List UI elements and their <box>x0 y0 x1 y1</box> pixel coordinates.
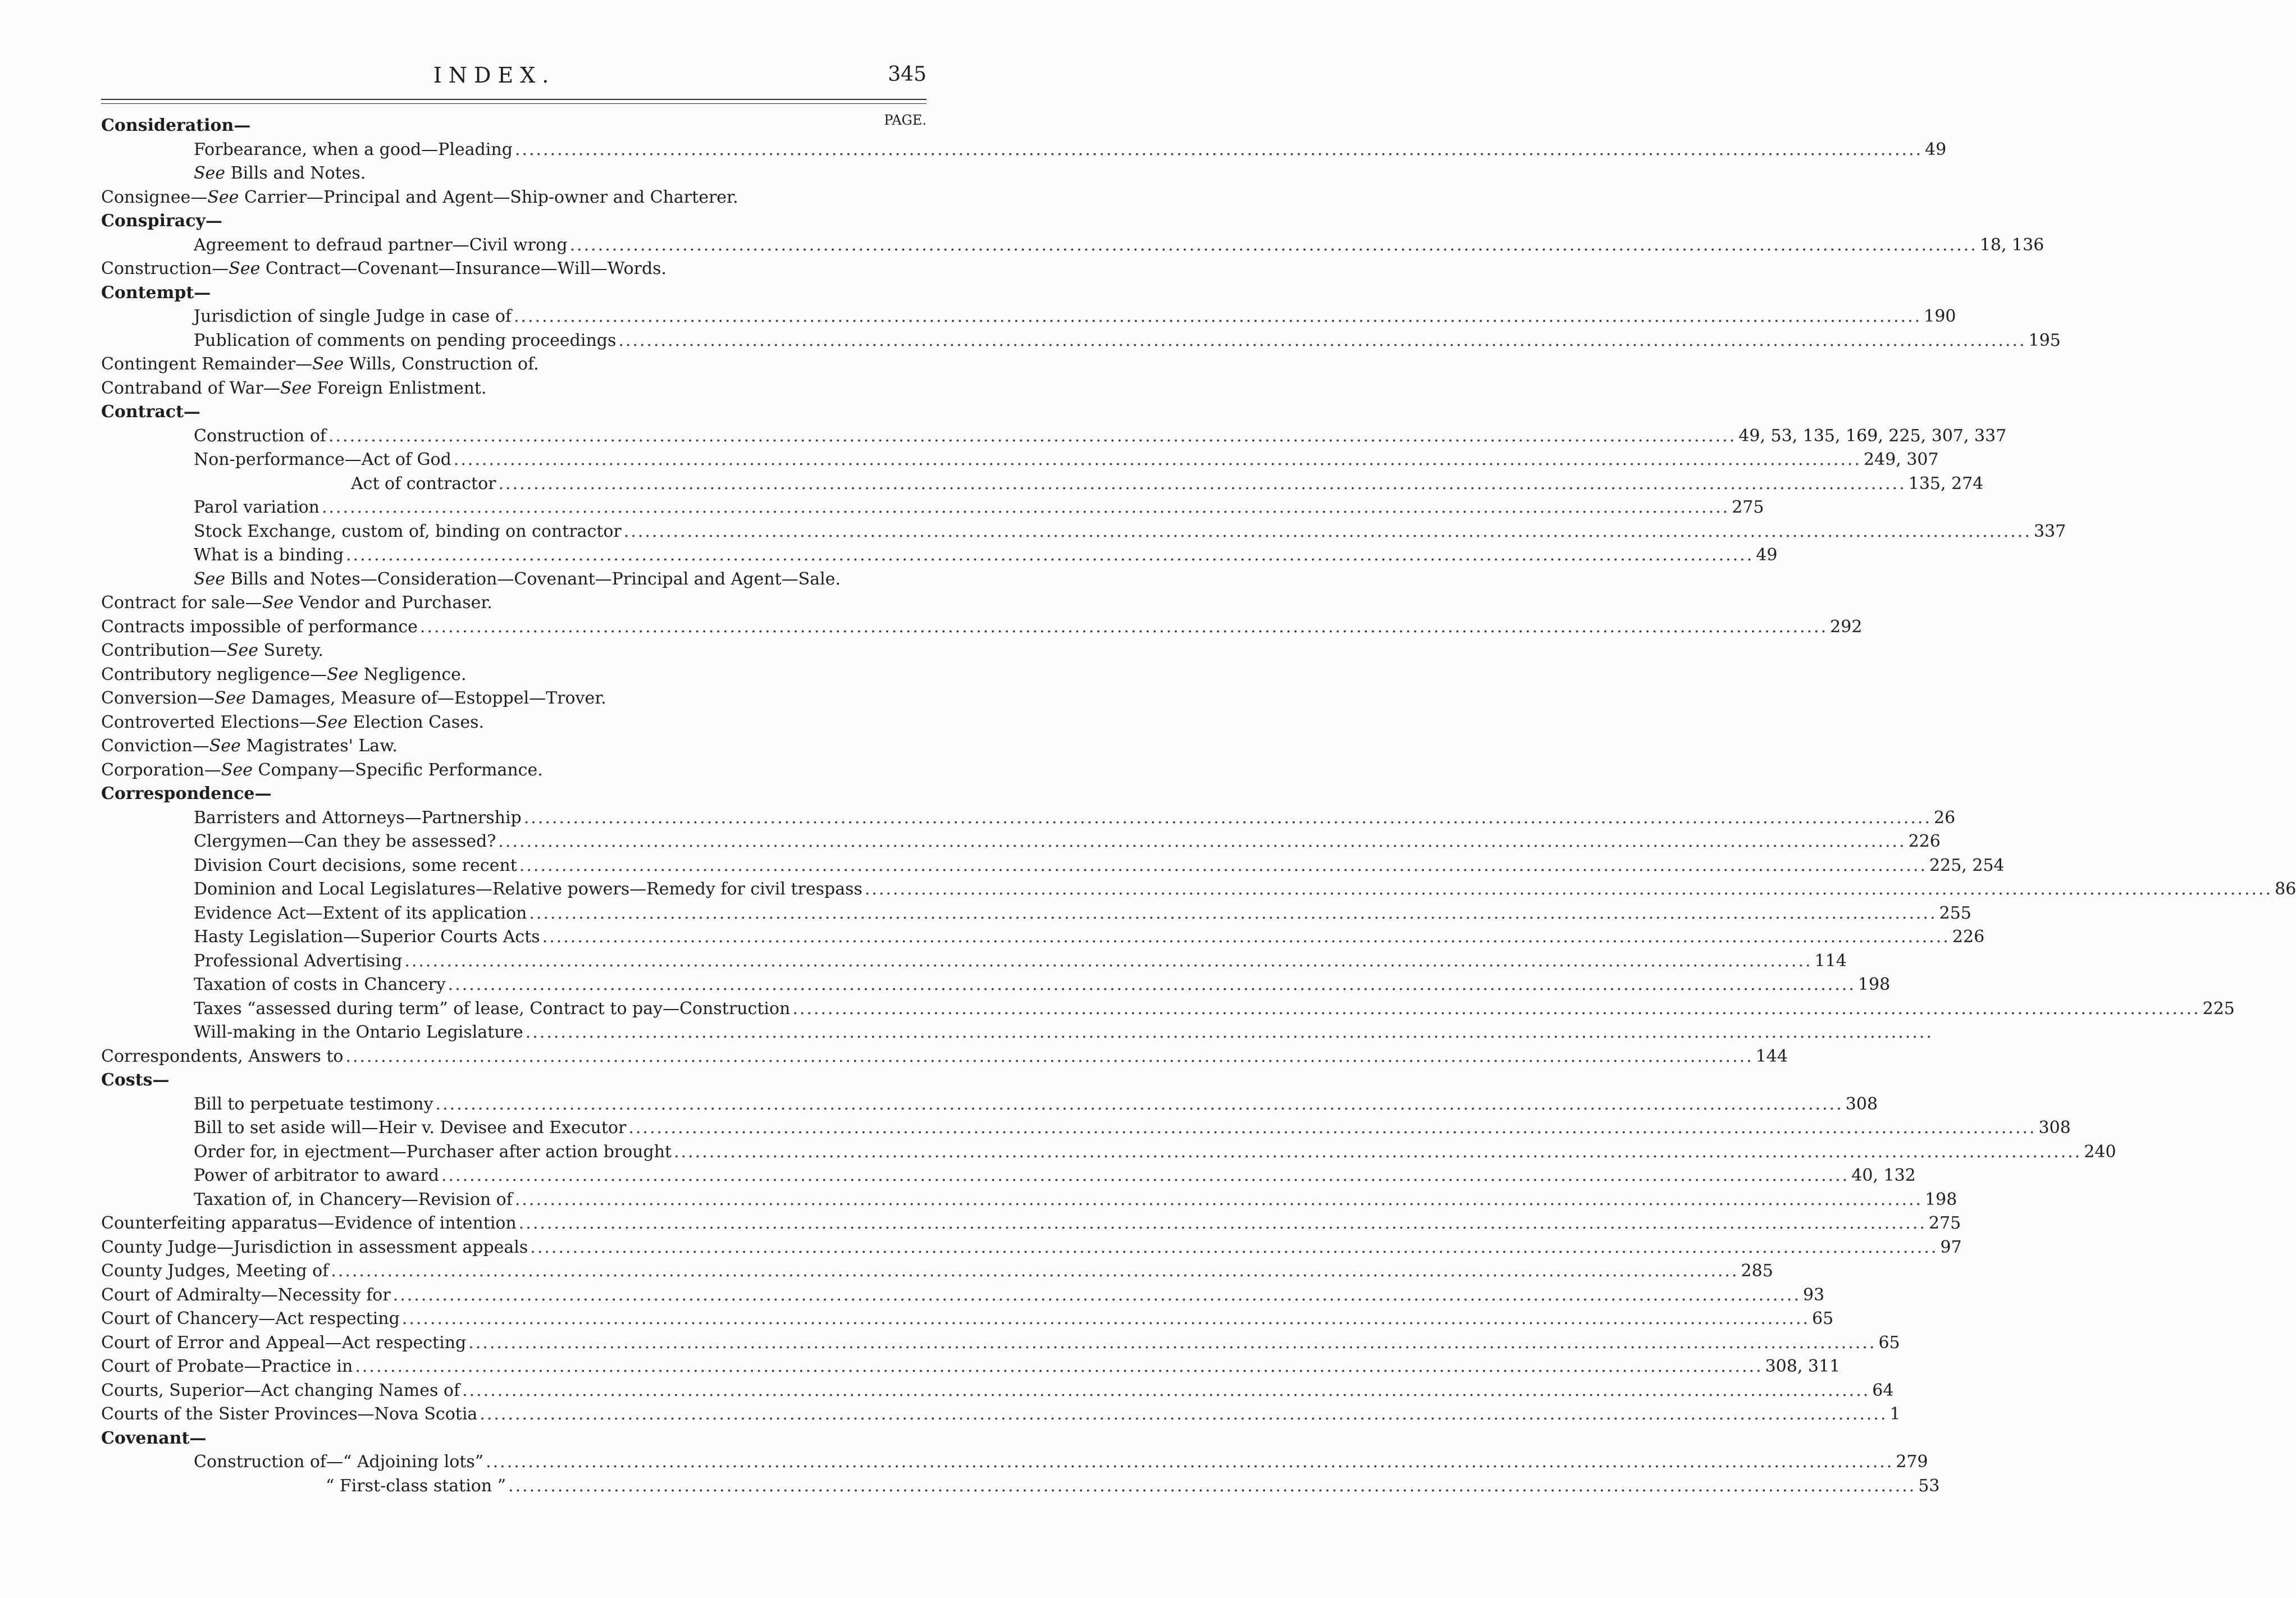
entry-text: Contract for sale—See Vendor and Purchaser. <box>101 593 492 613</box>
index-entry <box>194 1118 2071 1142</box>
index-entry <box>194 330 2061 354</box>
entry-text: Contraband of War—See Foreign Enlistment. <box>101 378 487 398</box>
index-entry <box>194 497 1764 521</box>
index-entry <box>194 903 1971 927</box>
index-entry <box>194 998 2235 1022</box>
dot-leader: ........................................................................................................................................................................................................ <box>480 1404 1888 1424</box>
dot-leader: ........................................................................................................................................................................................................ <box>321 497 1730 517</box>
entry-pages: 198 <box>1857 975 1891 994</box>
entry-text: Parol variation <box>194 497 319 517</box>
index-entry <box>194 1166 1916 1189</box>
entry-pages: 292 <box>1830 617 1863 637</box>
index-entry <box>101 784 926 807</box>
index-entry <box>194 521 2066 545</box>
entry-text: Jurisdiction of single Judge in case of <box>194 307 512 326</box>
entry-text: Taxation of costs in Chancery <box>194 975 446 994</box>
dot-leader: ........................................................................................................................................................................................................ <box>419 617 1828 637</box>
entry-text: “ First-class station ” <box>326 1476 506 1496</box>
dot-leader: ........................................................................................................................................................................................................ <box>346 545 1754 565</box>
entry-text: Corporation—See Company—Specific Performance. <box>101 760 543 780</box>
entry-pages: 308, 311 <box>1765 1357 1841 1376</box>
dot-leader: ........................................................................................................................................................................................................ <box>623 521 2032 541</box>
entry-text: Order for, in ejectment—Purchaser after action brought <box>194 1142 672 1162</box>
entry-pages: 65 <box>1812 1309 1834 1328</box>
entry-pages: 26 <box>1934 807 1956 828</box>
index-entry <box>194 1189 1957 1213</box>
dot-leader: ........................................................................................................................................................................................................ <box>864 879 2273 899</box>
entry-text: Costs— <box>101 1070 170 1090</box>
entry-text: Publication of comments on pending proceedings <box>194 330 617 350</box>
dot-leader: ........................................................................................................................................................................................................ <box>519 855 1928 875</box>
index-entry <box>194 1022 1933 1046</box>
entry-pages: 49 <box>1925 139 1947 159</box>
entry-text: Bill to perpetuate testimony <box>194 1094 433 1114</box>
entry-pages: 65 <box>1878 1332 1900 1353</box>
entry-text: Clergymen—Can they be assessed? <box>194 832 496 851</box>
page-column-label: PAGE. <box>884 112 926 128</box>
dot-leader: ........................................................................................................................................................................................................ <box>453 450 1862 469</box>
entry-pages: 308 <box>2038 1118 2071 1138</box>
index-entry <box>194 951 1847 975</box>
dot-leader: ........................................................................................................................................................................................................ <box>486 1452 1894 1472</box>
entry-pages: 285 <box>1741 1261 1773 1281</box>
index-entry <box>101 116 926 139</box>
entry-pages: 225, 254 <box>1929 855 2005 875</box>
entry-text: Court of Chancery—Act respecting <box>101 1309 400 1328</box>
entry-text: Construction of—“ Adjoining lots” <box>194 1452 484 1472</box>
index-entry <box>101 283 926 307</box>
entry-text: Contempt— <box>101 282 211 303</box>
entry-text: Contingent Remainder—See Wills, Construction of. <box>101 354 539 374</box>
entry-text: Court of Probate—Practice in <box>101 1357 353 1376</box>
index-entry <box>194 450 1939 473</box>
entry-text: Counterfeiting apparatus—Evidence of intention <box>101 1213 517 1233</box>
dot-leader: ........................................................................................................................................................................................................ <box>448 975 1856 994</box>
index-entry <box>194 426 2007 450</box>
dot-leader: ........................................................................................................................................................................................................ <box>404 951 1813 971</box>
entry-text: Contract— <box>101 402 200 422</box>
index-entry <box>101 688 926 712</box>
entry-pages: 18, 136 <box>1979 235 2044 255</box>
index-entry <box>194 879 2296 903</box>
entry-text: Hasty Legislation—Superior Courts Acts <box>194 927 540 947</box>
index-entry <box>101 1428 926 1452</box>
index-entry <box>101 188 926 211</box>
entry-text: See Bills and Notes. <box>194 163 366 183</box>
index-entry <box>101 211 926 235</box>
entry-text: Forbearance, when a good—Pleading <box>194 139 513 159</box>
dot-leader: ........................................................................................................................................................................................................ <box>401 1309 1810 1328</box>
entry-text: Taxation of, in Chancery—Revision of <box>194 1189 513 1209</box>
index-entry <box>101 1285 1825 1309</box>
entry-text: Court of Admiralty—Necessity for <box>101 1285 391 1305</box>
index-entry <box>194 807 1956 832</box>
entry-pages: 1 <box>1889 1404 1901 1424</box>
entry-text: Evidence Act—Extent of its application <box>194 903 527 923</box>
entry-text: Contribution—See Surety. <box>101 641 324 660</box>
entry-text: Court of Error and Appeal—Act respecting <box>101 1332 467 1353</box>
index-entry <box>194 569 926 593</box>
index-entry <box>101 1332 1900 1357</box>
dot-leader: ........................................................................................................................................................................................................ <box>392 1285 1801 1305</box>
entry-pages: 255 <box>1939 903 1971 923</box>
entry-text: Correspondence— <box>101 784 272 803</box>
entry-text: Conspiracy— <box>101 211 222 231</box>
entry-pages: 337 <box>2034 521 2066 541</box>
index-entry <box>194 1094 1878 1118</box>
dot-leader: ........................................................................................................................................................................................................ <box>792 998 2201 1019</box>
index-entry <box>194 163 926 187</box>
index-entry <box>101 713 926 736</box>
dot-leader: ........................................................................................................................................................................................................ <box>508 1476 1916 1496</box>
index-entry <box>194 235 2044 259</box>
index-entry <box>101 378 926 402</box>
entry-pages: 249, 307 <box>1864 450 1939 469</box>
index-entry <box>101 354 926 378</box>
entry-text: Conviction—See Magistrates' Law. <box>101 736 398 756</box>
dot-leader: ........................................................................................................................................................................................................ <box>514 139 1923 159</box>
entry-text: Agreement to defraud partner—Civil wrong <box>194 235 568 255</box>
page-title: INDEX. <box>433 63 556 88</box>
index-entry <box>101 259 926 282</box>
entry-text: Will-making in the Ontario Legislature <box>194 1022 523 1042</box>
index-entry <box>101 1070 926 1094</box>
entry-pages: 226 <box>1952 927 1985 947</box>
entry-pages: 279 <box>1896 1452 1928 1472</box>
entry-pages: 195 <box>2028 330 2061 350</box>
dot-leader: ........................................................................................................................................................................................................ <box>514 307 1922 326</box>
header-rule-top <box>101 99 926 100</box>
entry-text: Contracts impossible of performance <box>101 617 418 637</box>
header-rule-bottom <box>101 103 926 104</box>
dot-leader: ........................................................................................................................................................................................................ <box>529 903 1937 923</box>
index-entry <box>101 1261 1773 1285</box>
entry-text: Conversion—See Damages, Measure of—Estoppel—Trover. <box>101 688 606 708</box>
entry-pages: 53 <box>1918 1476 1940 1496</box>
dot-leader: ........................................................................................................................................................................................................ <box>498 832 1906 851</box>
index-entry <box>194 832 1941 855</box>
dot-leader: ........................................................................................................................................................................................................ <box>345 1046 1754 1066</box>
entry-text: Construction—See Contract—Covenant—Insurance—Will—Words. <box>101 259 667 278</box>
entry-pages: 190 <box>1924 307 1956 326</box>
index-entry <box>101 1357 1841 1380</box>
index-entry <box>101 1404 1901 1428</box>
page-number: 345 <box>888 63 926 86</box>
entry-pages: 86 <box>2275 879 2296 899</box>
entry-pages: 225 <box>2202 998 2235 1019</box>
entry-text: Division Court decisions, some recent <box>194 855 517 875</box>
entry-text: Barristers and Attorneys—Partnership <box>194 807 522 828</box>
entry-pages: 40, 132 <box>1851 1166 1916 1185</box>
dot-leader: ........................................................................................................................................................................................................ <box>328 426 1737 446</box>
entry-text: Dominion and Local Legislatures—Relative powers—Remedy for civil trespass <box>194 879 862 899</box>
index-entry <box>194 1452 1928 1476</box>
entry-pages: 240 <box>2084 1142 2116 1162</box>
dot-leader: ........................................................................................................................................................................................................ <box>435 1094 1843 1114</box>
entry-text: Act of contractor <box>351 473 496 494</box>
index-entry <box>101 641 926 664</box>
dot-leader: ........................................................................................................................................................................................................ <box>331 1261 1739 1281</box>
entry-text: County Judge—Jurisdiction in assessment appeals <box>101 1237 528 1257</box>
entry-pages: 226 <box>1908 832 1941 851</box>
index-entry <box>101 402 926 426</box>
entry-text: Consideration— <box>101 116 251 135</box>
dot-leader: ........................................................................................................................................................................................................ <box>441 1166 1850 1185</box>
index-entry <box>101 736 926 760</box>
dot-leader: ........................................................................................................................................................................................................ <box>462 1380 1870 1400</box>
entry-text: What is a binding <box>194 545 344 565</box>
entry-pages: 93 <box>1802 1285 1825 1305</box>
dot-leader: ........................................................................................................................................................................................................ <box>498 473 1906 494</box>
entry-pages: 49 <box>1756 545 1778 565</box>
entry-text: Courts, Superior—Act changing Names of <box>101 1380 460 1400</box>
entry-pages: 198 <box>1925 1189 1957 1209</box>
entry-text: Courts of the Sister Provinces—Nova Scotia <box>101 1404 478 1424</box>
index-entry <box>194 975 1891 998</box>
dot-leader: ........................................................................................................................................................................................................ <box>523 807 1932 828</box>
index-entry <box>194 927 1985 951</box>
entry-pages: 308 <box>1845 1094 1878 1114</box>
index-entry <box>101 1213 1961 1237</box>
entry-text: Consignee—See Carrier—Principal and Agent—Ship-owner and Charterer. <box>101 187 738 207</box>
entry-text: Power of arbitrator to award <box>194 1166 439 1185</box>
index-entry <box>101 1309 1834 1332</box>
dot-leader: ........................................................................................................................................................................................................ <box>468 1332 1877 1353</box>
dot-leader: ........................................................................................................................................................................................................ <box>542 927 1950 947</box>
entry-text: Stock Exchange, custom of, binding on contractor <box>194 521 622 541</box>
dot-leader: ........................................................................................................................................................................................................ <box>514 1189 1923 1209</box>
entry-pages: 144 <box>1755 1046 1788 1066</box>
entry-text: Professional Advertising <box>194 951 403 971</box>
index-entry <box>101 617 1863 641</box>
dot-leader: ........................................................................................................................................................................................................ <box>674 1142 2082 1162</box>
entry-text: County Judges, Meeting of <box>101 1261 329 1281</box>
entry-pages: 135, 274 <box>1908 473 1984 494</box>
entry-text: Non-performance—Act of God <box>194 450 451 469</box>
entry-text: Construction of <box>194 426 326 446</box>
entry-text: Covenant— <box>101 1428 207 1448</box>
index-entry <box>194 139 1947 163</box>
entry-pages: 275 <box>1928 1213 1961 1233</box>
entry-pages: 114 <box>1814 951 1847 971</box>
index-entry <box>101 1237 1962 1261</box>
index-entry <box>101 760 926 784</box>
dot-leader: ........................................................................................................................................................................................................ <box>525 1022 1933 1042</box>
dot-leader: ........................................................................................................................................................................................................ <box>530 1237 1938 1257</box>
entry-text: Controverted Elections—See Election Cases. <box>101 712 485 732</box>
dot-leader: ........................................................................................................................................................................................................ <box>628 1118 2037 1138</box>
index-entry <box>194 855 2005 879</box>
entry-text: See Bills and Notes—Consideration—Covenant—Principal and Agent—Sale. <box>194 569 841 589</box>
index-entry <box>194 545 1778 569</box>
index-entry <box>101 1380 1894 1404</box>
entry-text: Bill to set aside will—Heir v. Devisee and Executor <box>194 1118 627 1138</box>
entry-text: Correspondents, Answers to <box>101 1046 344 1066</box>
index-entry <box>326 1476 1940 1500</box>
dot-leader: ........................................................................................................................................................................................................ <box>569 235 1978 255</box>
index-entry <box>101 593 926 617</box>
dot-leader: ........................................................................................................................................................................................................ <box>618 330 2026 350</box>
dot-leader: ........................................................................................................................................................................................................ <box>518 1213 1927 1233</box>
entry-pages: 49, 53, 135, 169, 225, 307, 337 <box>1738 426 2007 446</box>
entry-text: Taxes “assessed during term” of lease, Contract to pay—Construction <box>194 998 791 1019</box>
dot-leader: ........................................................................................................................................................................................................ <box>355 1357 1763 1376</box>
entry-pages: 64 <box>1872 1380 1894 1400</box>
index-entry <box>194 307 1956 330</box>
entry-pages: 275 <box>1732 497 1764 517</box>
index-entry <box>194 1142 2116 1166</box>
entry-pages: 97 <box>1940 1237 1962 1257</box>
index-entry <box>351 473 1984 497</box>
entry-text: Contributory negligence—See Negligence. <box>101 664 467 684</box>
index-entry <box>101 1046 1788 1070</box>
index-entry <box>101 665 926 688</box>
